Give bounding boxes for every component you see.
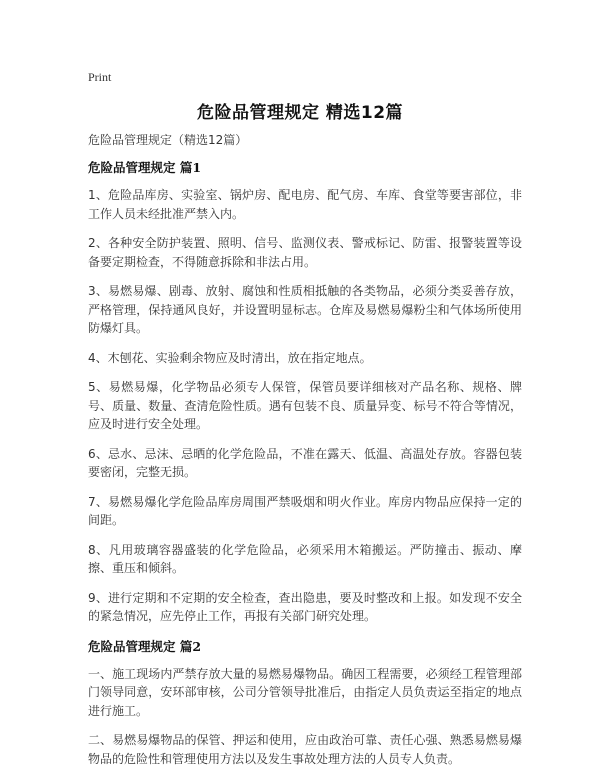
paragraph: 5、易燃易爆，化学物品必须专人保管，保管员要详细核对产品名称、规格、牌号、质量、数量、查清危险性质。遇有包装不良、质量异变、标号不符合等情况，应及时进行安全处理。 (88, 380, 522, 431)
paragraph: 6、忌水、忌沫、忌晒的化学危险品，不准在露天、低温、高温处存放。容器包装要密闭，完整无损。 (88, 446, 522, 479)
paragraph: 3、易燃易爆、剧毒、放射、腐蚀和性质相抵触的各类物品，必须分类妥善存放，严格管理，保持通风良好，并设置明显标志。仓库及易燃易爆粉尘和气体场所使用防爆灯具。 (88, 284, 522, 335)
paragraph: 9、进行定期和不定期的安全检查，查出隐患，要及时整改和上报。如发现不安全的紧急情况，应先停止工作，再报有关部门研究处理。 (88, 590, 522, 623)
paragraph: 二、易燃易爆物品的保管、押运和使用，应由政治可靠、责任心强、熟悉易燃易爆物品的危险性和管理使用方法以及发生事故处理方法的人员专人负责。 (88, 733, 522, 766)
paragraph: 1、危险品库房、实验室、锅炉房、配电房、配气房、车库、食堂等要害部位，非工作人员未经批准严禁入内。 (88, 188, 522, 221)
section-2 (88, 637, 522, 769)
paragraph: 一、施工现场内严禁存放大量的易燃易爆物品。确因工程需要，必须经工程管理部门领导同意，安环部审核，公司分管领导批准后，由指定人员负责运至指定的地点进行施工。 (88, 666, 522, 718)
section-heading: 危险品管理规定 篇2 (88, 638, 202, 654)
paragraph: 4、木刨花、实验剩余物应及时清出，放在指定地点。 (88, 350, 372, 365)
document-subtitle: 危险品管理规定（精选12篇） (88, 133, 248, 147)
section-1 (88, 158, 522, 626)
paragraph: 7、易燃易爆化学危险品库房周围严禁吸烟和明火作业。库房内物品应保持一定的间距。 (88, 494, 522, 527)
document-title: 危险品管理规定 精选12篇 (196, 103, 404, 123)
document-body (88, 130, 522, 779)
paragraph: 8、凡用玻璃容器盛装的化学危险品，必须采用木箱搬运。严防撞击、振动、摩擦、重压和倾斜。 (88, 542, 522, 575)
print-label[interactable]: Print (88, 70, 112, 84)
paragraph: 2、各种安全防护装置、照明、信号、监测仪表、警戒标记、防雷、报警装置等设备要定期检查，不得随意拆除和非法占用。 (88, 236, 522, 269)
section-heading: 危险品管理规定 篇1 (88, 160, 202, 175)
